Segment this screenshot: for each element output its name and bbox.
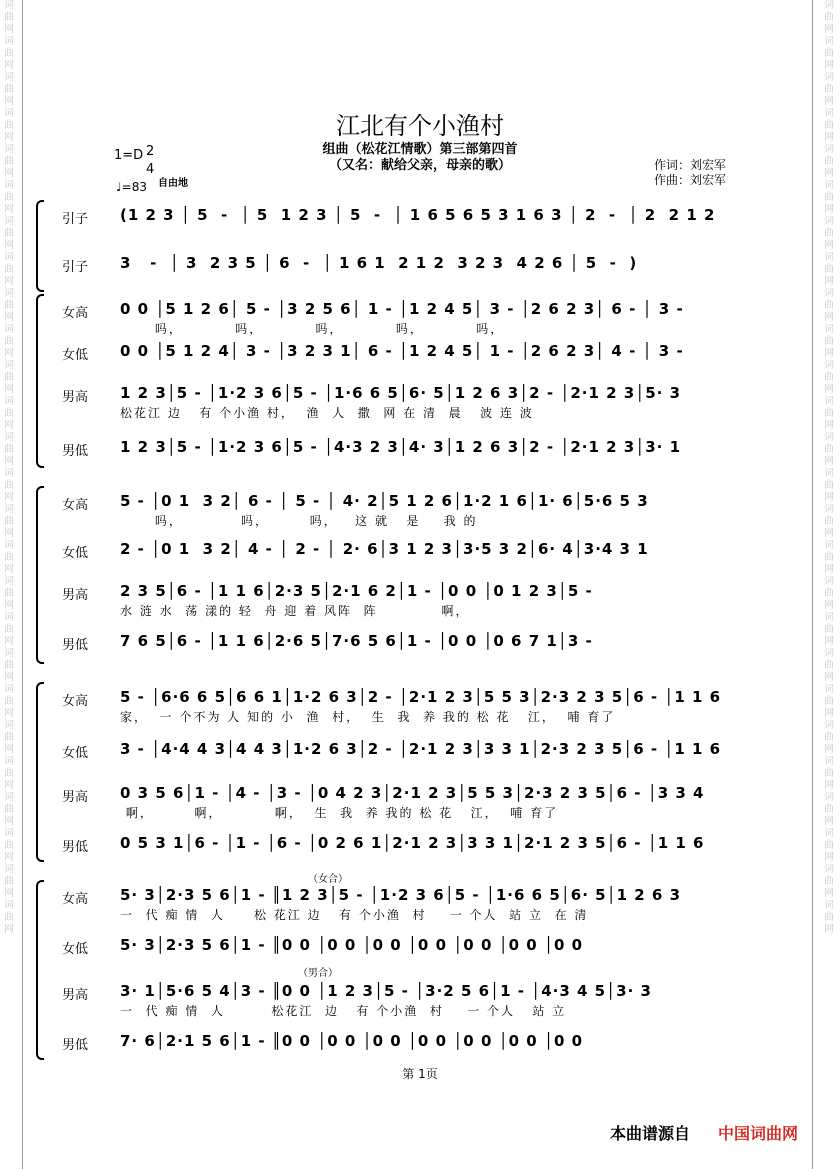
key-signature: 1=D xyxy=(114,148,144,163)
notation-line: (1 2 3 │ 5 - │ 5 1 2 3 │ 5 - │ 1 6 5 6 5 3 1 6 3 │ 2 - │ 2 2 1 2 xyxy=(120,206,716,224)
system-brace xyxy=(36,880,44,1060)
tempo-marking: ♩=83 xyxy=(116,180,147,194)
lyrics-line: 家， 一 个不为 人 知的 小 渔 村， 生 我 养 我的 松 花 江， 哺 育了 xyxy=(120,710,616,724)
staff-row xyxy=(62,734,782,774)
system-brace xyxy=(36,682,44,862)
voice-label: 女低 xyxy=(62,348,89,363)
voice-label: 男低 xyxy=(62,1038,89,1053)
lyrics-line: 一 代 痴 情 人 松花江 边 有 个小渔 村 一 个人 站 立 xyxy=(120,1004,567,1018)
system-brace xyxy=(36,200,44,292)
notation-line: 0 0 │5 1 2 4│ 3 - │3 2 3 1│ 6 - │1 2 4 5│ 1 - │2 6 2 3│ 4 - │ 3 - xyxy=(120,342,684,360)
staff-row xyxy=(62,778,782,818)
footer-site-link[interactable]: 中国词曲网 xyxy=(718,1124,799,1143)
voice-label: 引子 xyxy=(62,260,89,275)
voice-label: 男高 xyxy=(62,390,89,405)
voice-label: 男高 xyxy=(62,790,89,805)
staff-row xyxy=(62,576,782,616)
system-brace xyxy=(36,294,44,468)
staff-row xyxy=(62,828,782,868)
staff-row xyxy=(62,200,782,240)
page-title: 江北有个小渔村 xyxy=(336,112,504,140)
voice-label: 女低 xyxy=(62,546,89,561)
left-border xyxy=(22,0,23,1169)
watermark-right: 词曲网词曲网词曲网词曲网词曲网词曲网词曲网词曲网词曲网词曲网词曲网词曲网词曲网词曲网词曲网词曲网词曲网词曲网词曲网词曲网词曲网词曲网词曲网词曲网词曲网词曲网 xyxy=(824,0,834,935)
voice-label: 女低 xyxy=(62,942,89,957)
score-system-2 xyxy=(62,294,752,464)
composer-credit: 作曲：刘宏军 xyxy=(654,173,727,187)
staff-row xyxy=(62,294,782,334)
staff-row xyxy=(62,1026,782,1066)
time-signature-top: 2 xyxy=(146,144,155,159)
right-border xyxy=(812,0,813,1169)
notation-line: 3 - │4·4 4 3│4 4 3│1·2 6 3│2 - │2·1 2 3│3 3 1│2·3 2 3 5│6 - │1 1 6 xyxy=(120,740,722,758)
staff-row xyxy=(62,930,782,970)
voice-label: 男高 xyxy=(62,988,89,1003)
notation-line: 2 3 5│6 - │1 1 6│2·3 5│2·1 6 2│1 - │0 0 │0 1 2 3│5 - xyxy=(120,582,593,600)
notation-line: 7· 6│2·1 5 6│1 - ║0 0 │0 0 │0 0 │0 0 │0 0 │0 0 │0 0 xyxy=(120,1032,584,1050)
notation-line: 5· 3│2·3 5 6│1 - ║0 0 │0 0 │0 0 │0 0 │0 0 │0 0 │0 0 xyxy=(120,936,584,954)
voice-label: 男低 xyxy=(62,840,89,855)
notation-line: 1 2 3│5 - │1·2 3 6│5 - │1·6 6 5│6· 5│1 2 6 3│2 - │2·1 2 3│5· 3 xyxy=(120,384,682,402)
voice-label: 男高 xyxy=(62,588,89,603)
system-brace xyxy=(36,486,44,664)
score-system-4 xyxy=(62,682,752,858)
staff-row xyxy=(62,248,782,288)
voice-label: 女高 xyxy=(62,498,89,513)
staff-row xyxy=(62,626,782,666)
lyricist-credit: 作词：刘宏军 xyxy=(654,158,727,172)
notation-line: 0 0 │5 1 2 6│ 5 - │3 2 5 6│ 1 - │1 2 4 5│ 3 - │2 6 2 3│ 6 - │ 3 - xyxy=(120,300,684,318)
staff-row xyxy=(62,378,782,418)
staff-row xyxy=(62,534,782,574)
lyrics-line: 啊， 啊， 啊， 生 我 养 我的 松 花 江， 哺 育了 xyxy=(120,806,559,820)
lyrics-line: 一 代 痴 情 人 松 花江 边 有 个小渔 村 一 个人 站 立 在 清 xyxy=(120,908,589,922)
lyrics-line: 松花江 边 有 个小渔 村， 渔 人 撒 网 在 清 晨 波 连 波 xyxy=(120,406,534,420)
notation-line: 1 2 3│5 - │1·2 3 6│5 - │4·3 2 3│4· 3│1 2 6 3│2 - │2·1 2 3│3· 1 xyxy=(120,438,682,456)
female-chorus-marker: （女合） xyxy=(308,874,348,885)
voice-label: 男低 xyxy=(62,444,89,459)
staff-row xyxy=(62,976,782,1016)
subtitle-suite: 组曲（松花江情歌）第三部第四首 xyxy=(322,142,518,157)
voice-label: 女高 xyxy=(62,306,89,321)
staff-row xyxy=(62,432,782,472)
time-signature-bottom: 4 xyxy=(146,162,155,177)
score-system-intro xyxy=(62,200,752,290)
expression-marking: 自由地 xyxy=(158,178,188,189)
notation-line: 5 - │0 1 3 2│ 6 - │ 5 - │ 4· 2│5 1 2 6│1·2 1 6│1· 6│5·6 5 3 xyxy=(120,492,649,510)
lyrics-line: 吗， 吗， 吗， 这 就 是 我 的 xyxy=(120,514,478,528)
staff-row xyxy=(62,682,782,722)
voice-label: 女高 xyxy=(62,694,89,709)
notation-line: 3· 1│5·6 5 4│3 - ║0 0 │1 2 3│5 - │3·2 5 6│1 - │4·3 4 5│3· 3 xyxy=(120,982,652,1000)
subtitle-alias: （又名：献给父亲，母亲的歌） xyxy=(328,158,511,173)
voice-label: 引子 xyxy=(62,212,89,227)
notation-line: 0 5 3 1│6 - │1 - │6 - │0 2 6 1│2·1 2 3│3 3 1│2·1 2 3 5│6 - │1 1 6 xyxy=(120,834,705,852)
footer-source-text: 本曲谱源自 xyxy=(610,1124,691,1143)
notation-line: 5 - │6·6 6 5│6 6 1│1·2 6 3│2 - │2·1 2 3│5 5 3│2·3 2 3 5│6 - │1 1 6 xyxy=(120,688,722,706)
voice-label: 女高 xyxy=(62,892,89,907)
score-system-3 xyxy=(62,486,752,660)
staff-row xyxy=(62,336,782,376)
staff-row xyxy=(62,880,782,920)
watermark-left: 词曲网词曲网词曲网词曲网词曲网词曲网词曲网词曲网词曲网词曲网词曲网词曲网词曲网词曲网词曲网词曲网词曲网词曲网词曲网词曲网词曲网词曲网词曲网词曲网词曲网词曲网 xyxy=(4,0,14,935)
notation-line: 3 - │ 3 2 3 5 │ 6 - │ 1 6 1 2 1 2 3 2 3 4 2 6 │ 5 - ) xyxy=(120,254,638,272)
male-chorus-marker: （男合） xyxy=(298,968,338,979)
lyrics-line: 吗， 吗， 吗， 吗， 吗， xyxy=(120,322,505,336)
notation-line: 0 3 5 6│1 - │4 - │3 - │0 4 2 3│2·1 2 3│5 5 3│2·3 2 3 5│6 - │3 3 4 xyxy=(120,784,705,802)
voice-label: 女低 xyxy=(62,746,89,761)
staff-row xyxy=(62,486,782,526)
voice-label: 男低 xyxy=(62,638,89,653)
lyrics-line: 水 涟 水 荡 漾的 轻 舟 迎 着 风阵 阵 啊， xyxy=(120,604,470,618)
notation-line: 7 6 5│6 - │1 1 6│2·6 5│7·6 5 6│1 - │0 0 │0 6 7 1│3 - xyxy=(120,632,593,650)
score-system-5 xyxy=(62,874,752,1056)
notation-line: 2 - │0 1 3 2│ 4 - │ 2 - │ 2· 6│3 1 2 3│3·5 3 2│6· 4│3·4 3 1 xyxy=(120,540,649,558)
page-number: 第 1页 xyxy=(402,1067,438,1081)
notation-line: 5· 3│2·3 5 6│1 - ║1 2 3│5 - │1·2 3 6│5 - │1·6 6 5│6· 5│1 2 6 3 xyxy=(120,886,682,904)
